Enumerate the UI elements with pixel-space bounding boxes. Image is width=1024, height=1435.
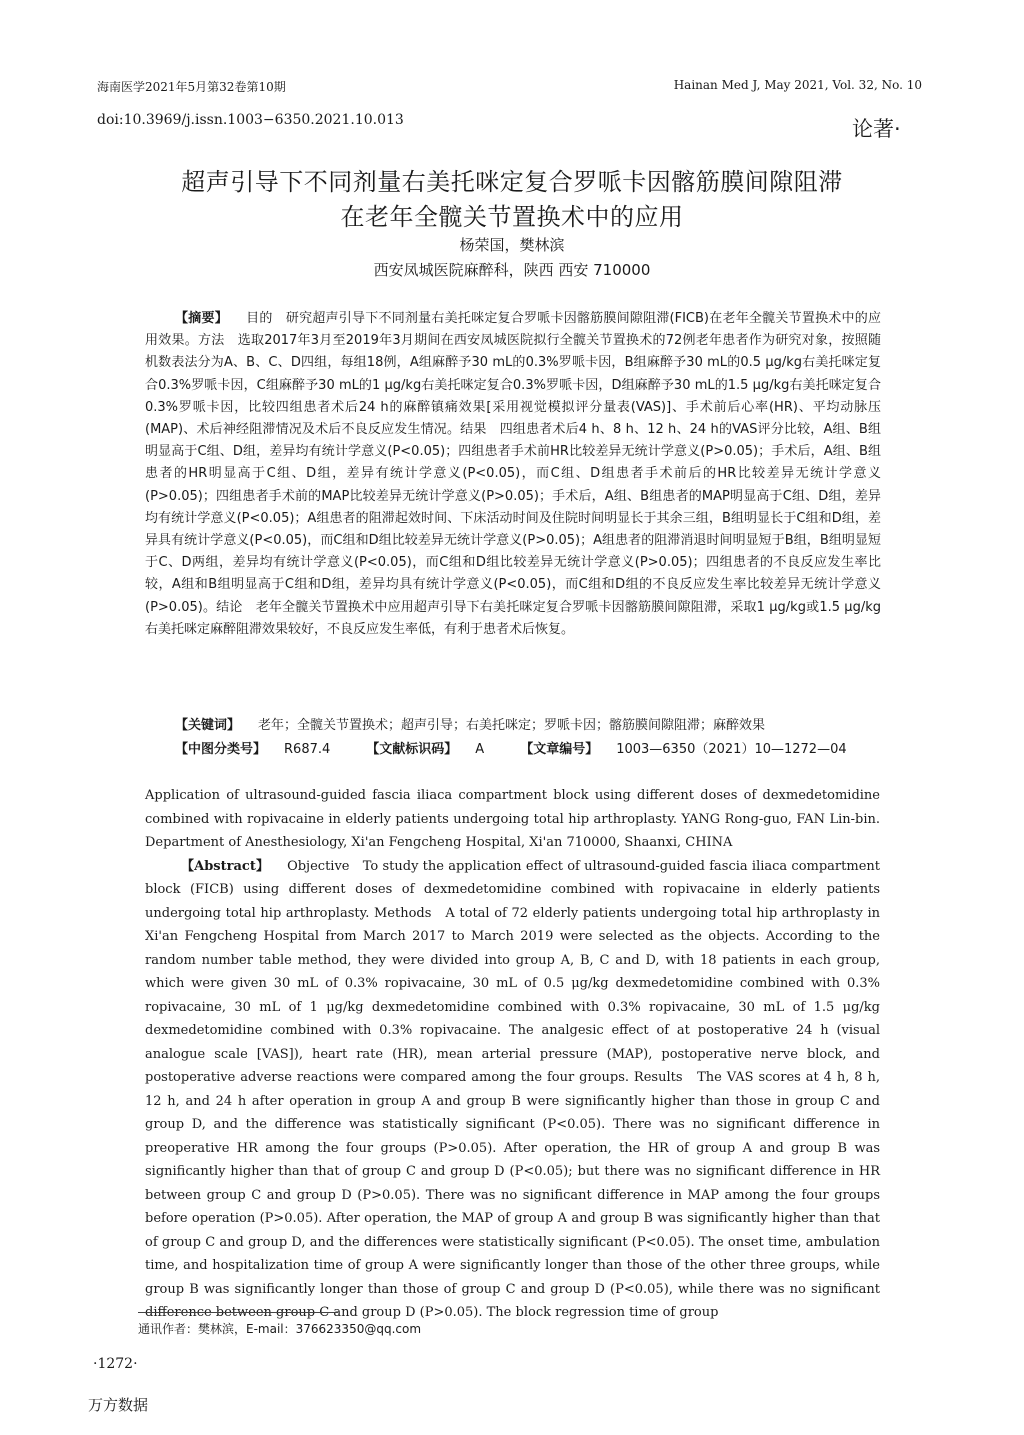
doi: doi:10.3969/j.issn.1003−6350.2021.10.013: [97, 112, 404, 128]
affiliation-cn: 西安凤城医院麻醉科，陕西 西安 710000: [373, 261, 651, 279]
corresponding-author-footnote: 通讯作者：樊林滨，E-mail：376623350@qq.com: [138, 1322, 422, 1336]
article-number-value: 1003—6350（2021）10—1272—04: [616, 742, 847, 757]
abstract-cn-label: 【摘要】: [175, 311, 228, 326]
column-tag: 论著·: [852, 117, 901, 141]
english-title-authors: Application of ultrasound-guided fascia iliaca compartment block using different doses of dexmedetomidine combined with ropivacaine in elderly patients undergoing total hip arthroplasty. YANG Rong-guo, FAN Lin-bin. Department of Anesthesiology, Xi'an Fengcheng Hospital, Xi'an 710000, Shaanxi, CHINA: [145, 788, 880, 850]
keywords-block: [145, 714, 881, 762]
doc-code-label: 【文献标识码】: [366, 742, 458, 757]
title-cn-line1: 超声引导下不同剂量右美托咪定复合罗哌卡因髂筋膜间隙阻滞: [181, 168, 843, 196]
abstract-en-label: 【Abstract】: [181, 858, 270, 874]
authors-cn: 杨荣国，樊林滨: [459, 236, 565, 254]
abstract-cn: [145, 308, 881, 641]
doc-code-value: A: [475, 742, 485, 757]
abstract-en-text: Objective To study the application effect of ultrasound-guided fascia iliaca compartment block (FICB) using different doses of dexmedetomidine combined with ropivacaine in elderly patients undergoing total hip arthroplasty. Methods A total of 72 elderly patients undergoing total hip arthroplasty in Xi'an Fengcheng Hospital from March 2017 to March 2019 were selected as the objects. According to the random number table method, they were divided into group A, B, C and D, with 18 patients in each group, which were given 30 mL of 0.3% ropivacaine, 30 mL of 0.5 μg/kg dexmedetomidine combined with 0.3% ropivacaine, 30 mL of 1 μg/kg dexmedetomidine combined with 0.3% ropivacaine, 30 mL of 1.5 μg/kg dexmedetomidine combined with 0.3% ropivacaine. The analgesic effect of at postoperative 24 h (visual analogue scale [VAS]), heart rate (HR), mean arterial pressure (MAP), postoperative nerve block, and postoperative adverse reactions were compared among the four groups. Results The VAS scores at 4 h, 8 h, 12 h, and 24 h after operation in group A and group B were significantly higher than those in group C and group D, and the difference was statistically significant (P<0.05). There was no significant difference in preoperative HR among the four groups (P>0.05). After operation, the HR of group A and group B was significantly higher than that of group C and group D (P<0.05); but there was no significant difference in HR between group C and group D (P>0.05). There was no significant difference in MAP among the four groups before operation (P>0.05). After operation, the MAP of group A and group B was significantly higher than that of group C and group D, and the differences were statistically significant (P<0.05). The onset time, ambulation time, and hospitalization time of group A were significantly longer than those of the other three groups, while group B was significantly longer than those of group C and group D (P<0.05), while there was no significant difference between group C and group D (P>0.05). The block regression time of group: [145, 858, 880, 1320]
journal-header-cn: 海南医学2021年5月第32卷第10期: [97, 80, 286, 94]
keywords-text: 老年；全髋关节置换术；超声引导；右美托咪定；罗哌卡因；髂筋膜间隙阻滞；麻醉效果: [258, 718, 766, 733]
journal-header-en: Hainan Med J, May 2021, Vol. 32, No. 10: [673, 78, 922, 92]
title-cn-line2: 在老年全髋关节置换术中的应用: [340, 203, 684, 231]
page-number: ·1272·: [93, 1356, 138, 1372]
clc-label: 【中图分类号】: [175, 742, 267, 757]
abstract-en: [145, 784, 880, 1325]
source-mark: 万方数据: [88, 1396, 149, 1414]
clc-value: R687.4: [284, 742, 331, 757]
article-number-label: 【文章编号】: [520, 742, 599, 757]
footnote-divider: [138, 1312, 338, 1313]
keywords-label: 【关键词】: [175, 718, 241, 733]
abstract-cn-text: 目的 研究超声引导下不同剂量右美托咪定复合罗哌卡因髂筋膜间隙阻滞(FICB)在老年全髋关节置换术中的应用效果。方法 选取2017年3月至2019年3月期间在西安凤城医院拟行全髋关节置换术的72例老年患者作为研究对象，按照随机数表法分为A、B、C、D四组，每组18例，A组麻醉予30 mL的0.3%罗哌卡因，B组麻醉予30 mL的0.5 μg/kg右美托咪定复合0.3%罗哌卡因，C组麻醉予30 mL的1 μg/kg右美托咪定复合0.3%罗哌卡因，D组麻醉予30 mL的1.5 μg/kg右美托咪定复合0.3%罗哌卡因，比较四组患者术后24 h的麻醉镇痛效果[采用视觉模拟评分量表(VAS)]、手术前后心率(HR)、平均动脉压(MAP)、术后神经阻滞情况及术后不良反应发生情况。结果 四组患者术后4 h、8 h、12 h、24 h的VAS评分比较，A组、B组明显高于C组、D组，差异均有统计学意义(P<0.05)；四组患者手术前HR比较差异无统计学意义(P>0.05)；手术后，A组、B组患者的HR明显高于C组、D组，差异有统计学意义(P<0.05)，而C组、D组患者手术前后的HR比较差异无统计学意义(P>0.05)；四组患者手术前的MAP比较差异无统计学意义(P>0.05)；手术后，A组、B组患者的MAP明显高于C组、D组，差异均有统计学意义(P<0.05)；A组患者的阻滞起效时间、下床活动时间及住院时间明显长于其余三组，B组明显长于C组和D组，差异具有统计学意义(P<0.05)，而C组和D组比较差异无统计学意义(P>0.05)；A组患者的阻滞消退时间明显短于B组，B组明显短于C、D两组，差异均有统计学意义(P<0.05)，而C组和D组比较差异无统计学意义(P>0.05)；四组患者的不良反应发生率比较，A组和B组明显高于C组和D组，差异均具有统计学意义(P<0.05)，而C组和D组的不良反应发生率比较差异无统计学意义(P>0.05)。结论 老年全髋关节置换术中应用超声引导下右美托咪定复合罗哌卡因髂筋膜间隙阻滞，采取1 μg/kg或1.5 μg/kg右美托咪定麻醉阻滞效果较好，不良反应发生率低，有利于患者术后恢复。: [145, 311, 881, 637]
